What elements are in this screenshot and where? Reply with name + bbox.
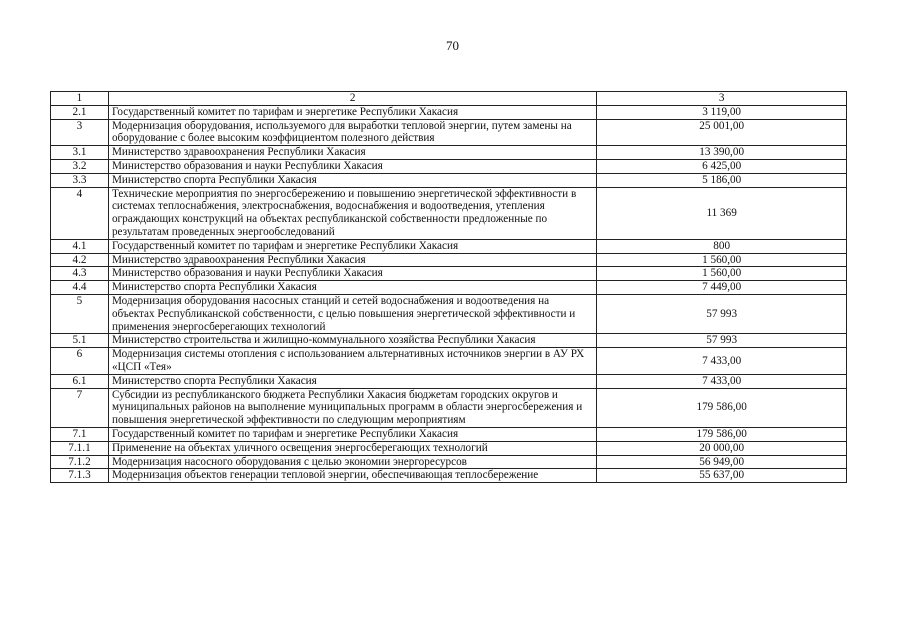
item-description: Министерство образования и науки Республики Хакасия (108, 267, 596, 281)
item-amount: 57 993 (597, 334, 847, 348)
item-description: Субсидии из республиканского бюджета Республики Хакасия бюджетам городских округов и муниципальных районов на выполнение муниципальных программ в области энергосбережения и повышения энергетической эффективности по следующим мероприятиям (108, 388, 596, 427)
item-number: 5 (51, 294, 109, 333)
item-number: 4 (51, 187, 109, 239)
item-amount: 56 949,00 (597, 455, 847, 469)
item-description: Министерство здравоохранения Республики Хакасия (108, 253, 596, 267)
budget-table (50, 91, 847, 483)
item-amount: 11 369 (597, 187, 847, 239)
table-row (51, 105, 847, 119)
item-description: Государственный комитет по тарифам и энергетике Республики Хакасия (108, 105, 596, 119)
table-row (51, 281, 847, 295)
item-amount: 55 637,00 (597, 469, 847, 483)
item-description: Модернизация оборудования насосных станций и сетей водоснабжения и водоотведения на объектах Республиканской собственности, с целью повышения энергетической эффективности и применения энергосберегающих технологий (108, 294, 596, 333)
table-row (51, 441, 847, 455)
table-row (51, 173, 847, 187)
page-number: 70 (446, 38, 459, 53)
item-description: Технические мероприятия по энергосбережению и повышению энергетической эффективности в системах теплоснабжения, электроснабжения, водоснабжения и водоотведения, утепления ограждающих конструкций на объектах республиканской собственности предложенные по результатам проведенных энергообследований (108, 187, 596, 239)
item-amount: 5 186,00 (597, 173, 847, 187)
item-description: Министерство спорта Республики Хакасия (108, 374, 596, 388)
item-amount: 7 433,00 (597, 348, 847, 375)
table-row (51, 427, 847, 441)
table-row (51, 159, 847, 173)
item-number: 3 (51, 119, 109, 146)
item-number: 7.1 (51, 427, 109, 441)
item-amount: 7 449,00 (597, 281, 847, 295)
budget-table-body (51, 92, 847, 483)
item-number: 7.1.2 (51, 455, 109, 469)
item-number: 4.3 (51, 267, 109, 281)
table-row (51, 294, 847, 333)
item-amount: 7 433,00 (597, 374, 847, 388)
item-description: Министерство спорта Республики Хакасия (108, 173, 596, 187)
table-row (51, 187, 847, 239)
header-cell-2: 2 (108, 92, 596, 106)
item-amount: 13 390,00 (597, 146, 847, 160)
item-number: 2.1 (51, 105, 109, 119)
table-row (51, 388, 847, 427)
item-number: 3.3 (51, 173, 109, 187)
item-description: Государственный комитет по тарифам и энергетике Республики Хакасия (108, 427, 596, 441)
table-row (51, 348, 847, 375)
item-amount: 3 119,00 (597, 105, 847, 119)
table-row (51, 146, 847, 160)
item-number: 4.4 (51, 281, 109, 295)
item-number: 4.2 (51, 253, 109, 267)
item-amount: 179 586,00 (597, 388, 847, 427)
table-row (51, 253, 847, 267)
header-cell-3: 3 (597, 92, 847, 106)
item-amount: 1 560,00 (597, 253, 847, 267)
item-number: 7 (51, 388, 109, 427)
item-number: 7.1.3 (51, 469, 109, 483)
item-number: 4.1 (51, 239, 109, 253)
item-amount: 57 993 (597, 294, 847, 333)
item-amount: 1 560,00 (597, 267, 847, 281)
item-description: Министерство спорта Республики Хакасия (108, 281, 596, 295)
table-row (51, 239, 847, 253)
table-header-row (51, 92, 847, 106)
table-row (51, 119, 847, 146)
item-description: Министерство образования и науки Республики Хакасия (108, 159, 596, 173)
item-description: Министерство строительства и жилищно-коммунального хозяйства Республики Хакасия (108, 334, 596, 348)
item-amount: 25 001,00 (597, 119, 847, 146)
item-description: Модернизация объектов генерации тепловой энергии, обеспечивающая теплосбережение (108, 469, 596, 483)
item-amount: 20 000,00 (597, 441, 847, 455)
item-description: Модернизация насосного оборудования с целью экономии энергоресурсов (108, 455, 596, 469)
table-row (51, 267, 847, 281)
table-row (51, 455, 847, 469)
item-amount: 800 (597, 239, 847, 253)
item-description: Государственный комитет по тарифам и энергетике Республики Хакасия (108, 239, 596, 253)
item-number: 6 (51, 348, 109, 375)
item-amount: 179 586,00 (597, 427, 847, 441)
table-row (51, 469, 847, 483)
item-number: 5.1 (51, 334, 109, 348)
item-number: 6.1 (51, 374, 109, 388)
item-description: Модернизация оборудования, используемого для выработки тепловой энергии, путем замены на оборудование с более высоким коэффициентом полезного действия (108, 119, 596, 146)
item-amount: 6 425,00 (597, 159, 847, 173)
item-description: Министерство здравоохранения Республики Хакасия (108, 146, 596, 160)
item-number: 3.2 (51, 159, 109, 173)
item-description: Модернизация системы отопления с использованием альтернативных источников энергии в АУ РХ «ЦСП «Тея» (108, 348, 596, 375)
table-row (51, 374, 847, 388)
header-cell-1: 1 (51, 92, 109, 106)
item-number: 3.1 (51, 146, 109, 160)
item-description: Применение на объектах уличного освещения энергосберегающих технологий (108, 441, 596, 455)
table-row (51, 334, 847, 348)
item-number: 7.1.1 (51, 441, 109, 455)
